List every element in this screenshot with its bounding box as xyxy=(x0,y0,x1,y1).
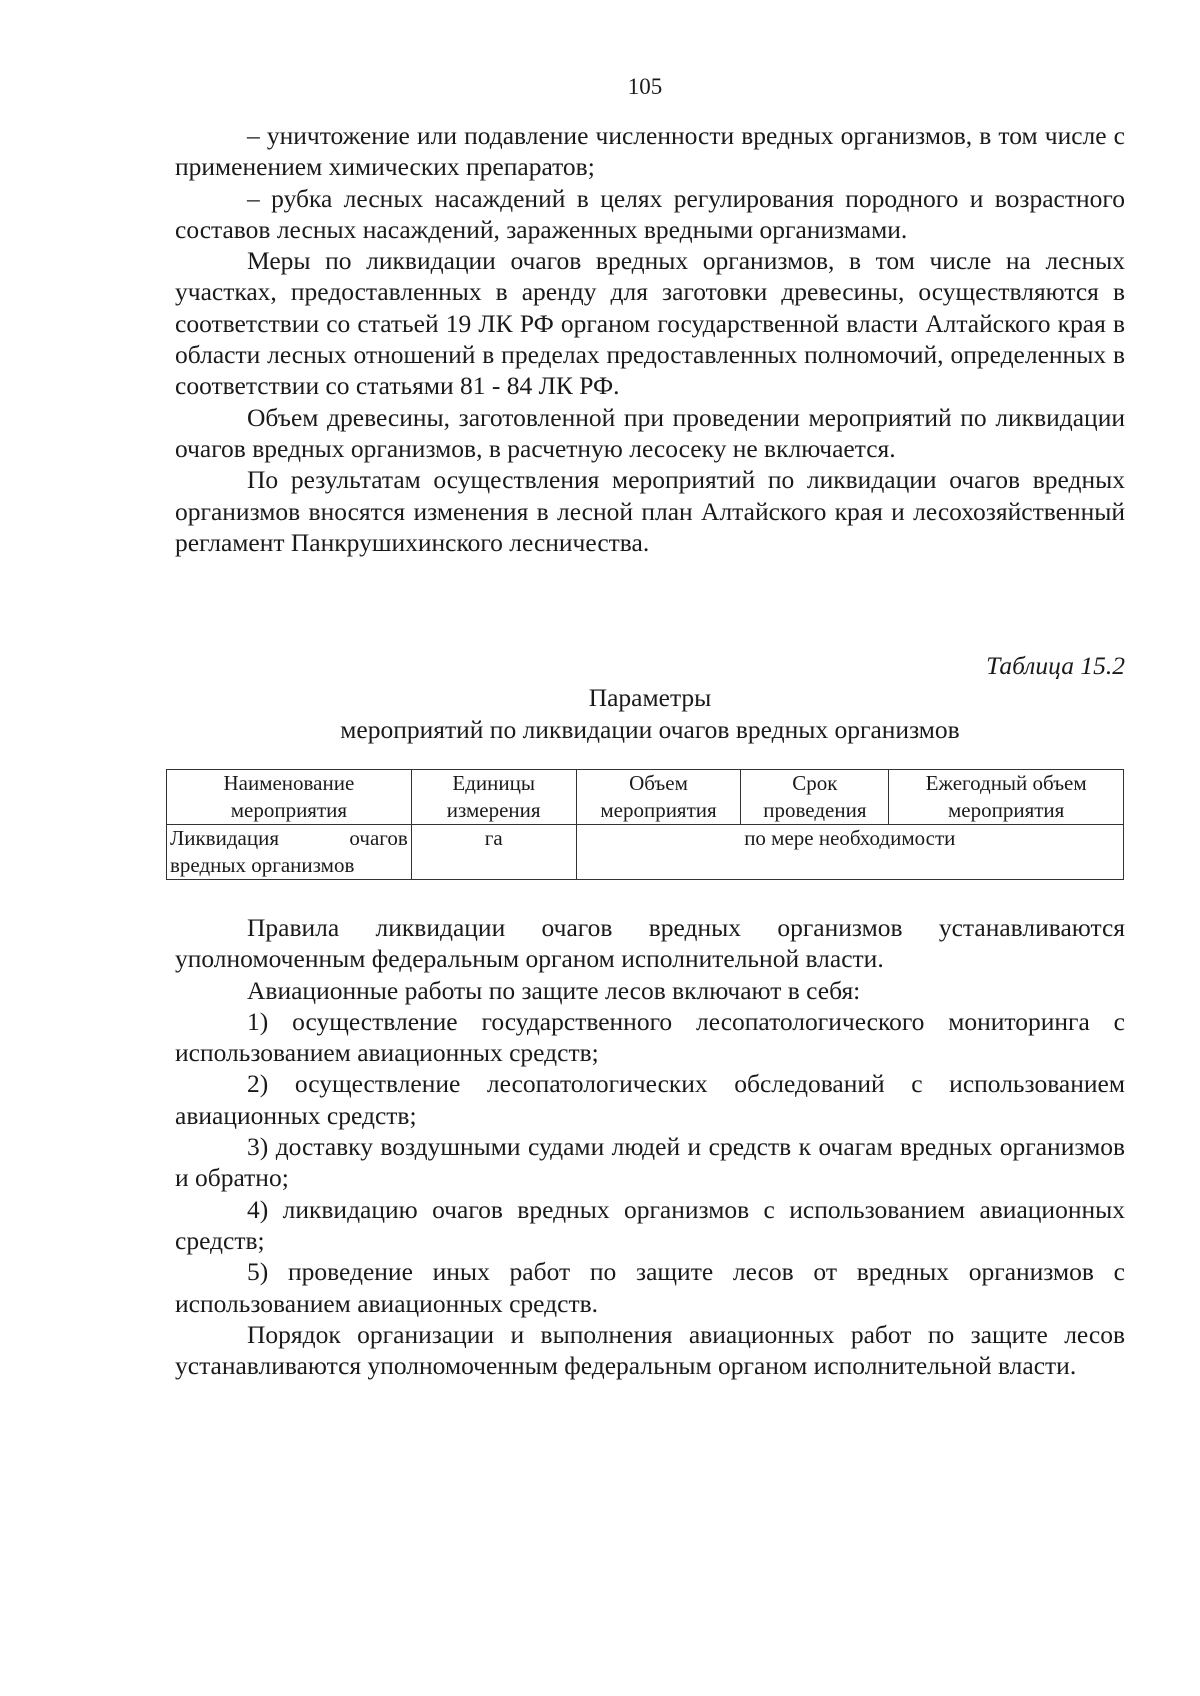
paragraph: – рубка лесных насаждений в целях регулирования породного и возрастного составов лесных насаждений, зараженных вредными организмами. xyxy=(175,183,1125,244)
cell-word: очагов xyxy=(349,826,408,850)
paragraph: Объем древесины, заготовленной при проведении мероприятий по ликвидации очагов вредных организмов, в расчетную лесосеку не включается. xyxy=(175,402,1125,463)
paragraph: По результатам осуществления мероприятий по ликвидации очагов вредных организмов вносятся изменения в лесной план Алтайского края и лесохозяйственный регламент Панкрушихинского лесничества. xyxy=(175,465,1125,557)
table-cell-name xyxy=(167,825,412,880)
body-text-top xyxy=(175,120,1125,558)
cell-line: вредных организмов xyxy=(170,853,355,877)
table-header-cell: Ежегодный объем мероприятия xyxy=(889,770,1124,825)
table-header-cell: Единицы измерения xyxy=(411,770,576,825)
table-row xyxy=(167,825,1124,880)
table-cell-unit: га xyxy=(411,825,576,880)
table-header-cell: Срок проведения xyxy=(741,770,889,825)
table-header-cell: Наименование мероприятия xyxy=(167,770,412,825)
paragraph: Порядок организации и выполнения авиационных работ по защите лесов устанавливаются уполномоченным федеральным органом исполнительной власти. xyxy=(175,1319,1125,1381)
list-item: 2) осуществление лесопатологических обследований с использованием авиационных средств; xyxy=(175,1069,1125,1130)
list-item: 4) ликвидацию очагов вредных организмов с использованием авиационных средств; xyxy=(175,1194,1125,1255)
cell-word: Ликвидация xyxy=(170,826,279,850)
paragraph: Меры по ликвидации очагов вредных организмов, в том числе на лесных участках, предоставленных в аренду для заготовки древесины, осуществляются в соответствии со статьей 19 ЛК РФ органом государственной власти Алтайского края в области лесных отношений в пределах предоставленных полномочий, определенных в соответствии со статьями 81 - 84 ЛК РФ. xyxy=(175,246,1125,401)
table-header-cell: Объем мероприятия xyxy=(576,770,741,825)
table-title: Параметры xyxy=(588,683,712,712)
paragraph: Авиационные работы по защите лесов включают в себя: xyxy=(247,975,861,1005)
table-caption: Таблица 15.2 xyxy=(986,651,1125,680)
cell-line xyxy=(170,825,408,852)
paragraph: – уничтожение или подавление численности вредных организмов, в том числе с применением химических препаратов; xyxy=(175,121,1125,182)
table-subtitle: мероприятий по ликвидации очагов вредных организмов xyxy=(340,715,960,744)
table-cell-merged: по мере необходимости xyxy=(576,825,1123,880)
paragraph: Правила ликвидации очагов вредных организмов устанавливаются уполномоченным федеральным органом исполнительной власти. xyxy=(175,913,1125,974)
list-item: 3) доставку воздушными судами людей и средств к очагам вредных организмов и обратно; xyxy=(175,1132,1125,1193)
body-text-bottom xyxy=(175,912,1125,1381)
list-item: 5) проведение иных работ по защите лесов от вредных организмов с использованием авиационных средств. xyxy=(175,1257,1125,1318)
list-item: 1) осуществление государственного лесопатологического мониторинга с использованием авиационных средств; xyxy=(175,1006,1125,1068)
measures-table xyxy=(166,769,1124,880)
page-number: 105 xyxy=(627,74,663,99)
table-header-row xyxy=(167,770,1124,825)
